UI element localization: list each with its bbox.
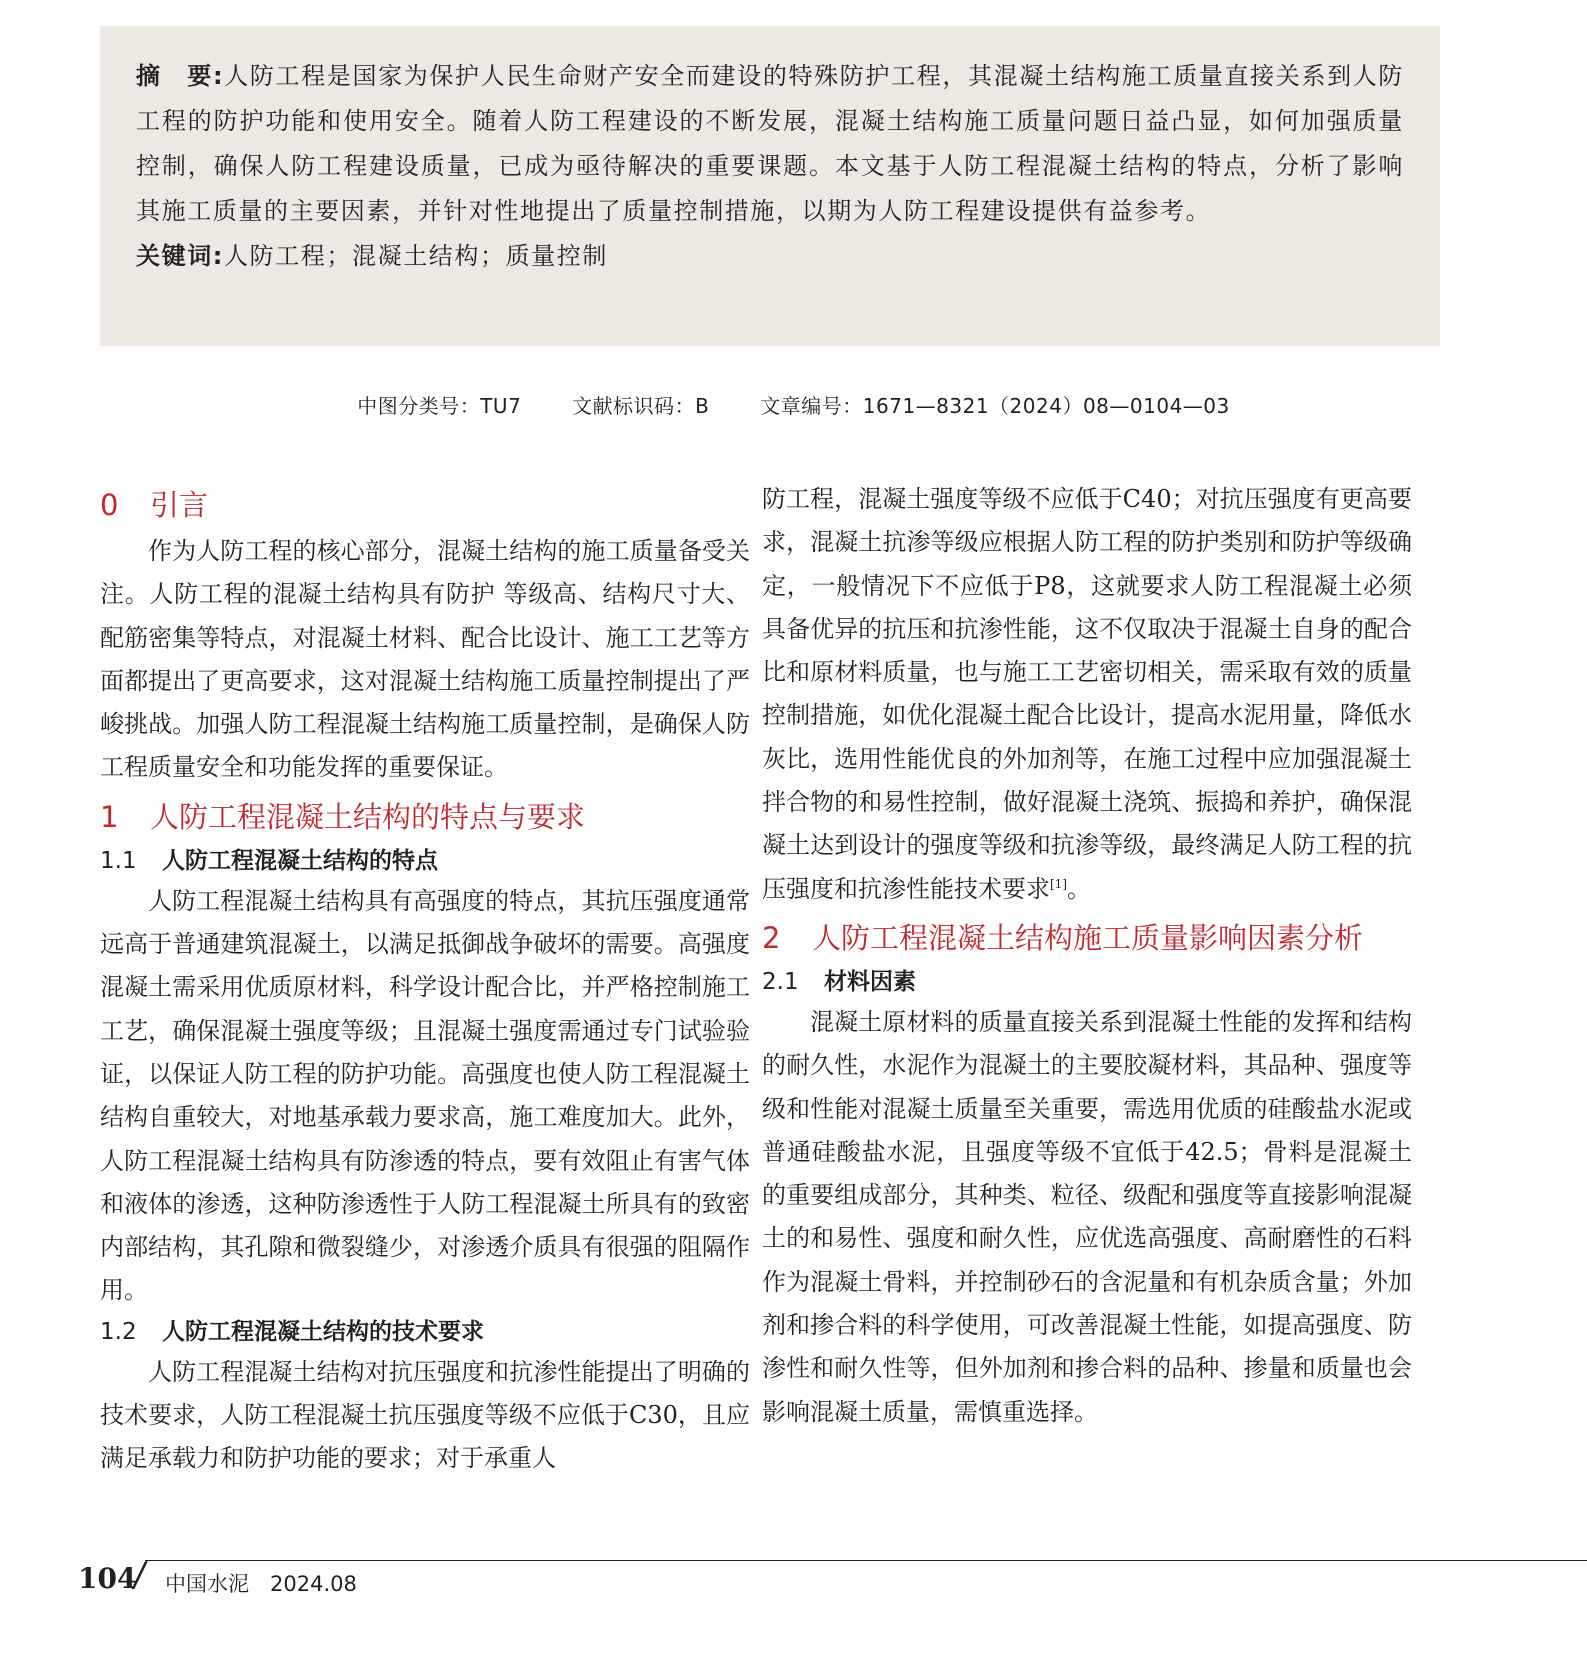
abstract-box [100, 26, 1440, 346]
right-column [762, 478, 1412, 1434]
keywords-label: 关键词: [136, 242, 224, 270]
citation-ref: [1] [1050, 876, 1067, 891]
subsection-heading-2-1: 2.1 材料因素 [762, 968, 916, 995]
page-number: 104 [78, 1562, 137, 1595]
clc-number: 中图分类号：TU7 [357, 394, 522, 418]
subsection-heading-1-1: 1.1 人防工程混凝土结构的特点 [100, 847, 438, 874]
classification-line [0, 390, 1587, 419]
footer-slash: / [130, 1555, 149, 1595]
abstract-label: 摘 要: [136, 62, 225, 90]
intro-paragraph: 作为人防工程的核心部分，混凝土结构的施工质量备受关注。人防工程的混凝土结构具有防护 等级高、结构尺寸大、配筋密集等特点，对混凝土材料、配合比设计、施工工艺等方面都提出了更高要求，这对混凝土结构施工质量控制提出了严峻挑战。加强人防工程混凝土结构施工质量控制，是确保人防工程质量安全和功能发挥的重要保证。 [100, 537, 750, 782]
abstract-paragraph [136, 54, 1404, 234]
section-heading-0: 0 引言 [100, 488, 209, 522]
left-column [100, 478, 750, 1481]
paragraph-1-2-part1: 人防工程混凝土结构对抗压强度和抗渗性能提出了明确的技术要求，人防工程混凝土抗压强度等级不应低于C30，且应满足承载力和防护功能的要求；对于承重人 [100, 1357, 750, 1473]
document-code: 文献标识码：B [572, 394, 710, 418]
subsection-heading-1-2: 1.2 人防工程混凝土结构的技术要求 [100, 1318, 484, 1345]
article-number: 文章编号：1671—8321（2024）08—0104—03 [760, 394, 1230, 418]
paragraph-2-1: 混凝土原材料的质量直接关系到混凝土性能的发挥和结构的耐久性，水泥作为混凝土的主要胶凝材料，其品种、强度等级和性能对混凝土质量至关重要，需选用优质的硅酸盐水泥或普通硅酸盐水泥，且强度等级不宜低于42.5；骨料是混凝土的重要组成部分，其种类、粒径、级配和强度等直接影响混凝土的和易性、强度和耐久性，应优选高强度、高耐磨性的石料作为混凝土骨料，并控制砂石的含泥量和有机杂质含量；外加剂和掺合料的科学使用，可改善混凝土性能，如提高强度、防渗性和耐久性等，但外加剂和掺合料的品种、掺量和质量也会影响混凝土质量，需慎重选择。 [762, 1007, 1412, 1426]
section-heading-1: 1 人防工程混凝土结构的特点与要求 [100, 799, 586, 834]
paragraph-1-1: 人防工程混凝土结构具有高强度的特点，其抗压强度通常远高于普通建筑混凝土，以满足抵御战争破坏的需要。高强度混凝土需采用优质原材料，科学设计配合比，并严格控制施工工艺，确保混凝土强度等级；且混凝土强度需通过专门试验验证，以保证人防工程的防护功能。高强度也使人防工程混凝土结构自重较大，对地基承载力要求高，施工难度加大。此外，人防工程混凝土结构具有防渗透的特点，要有效阻止有害气体和液体的渗透，这种防渗透性于人防工程混凝土所具有的致密内部结构，其孔隙和微裂缝少，对渗透介质具有很强的阻隔作用。 [100, 886, 750, 1305]
paragraph-1-2-part2: 防工程，混凝土强度等级不应低于C40；对抗压强度有更高要求，混凝土抗渗等级应根据人防工程的防护类别和防护等级确定，一般情况下不应低于P8，这就要求人防工程混凝土必须具备优异的抗压和抗渗性能，这不仅取决于混凝土自身的配合比和原材料质量，也与施工工艺密切相关，需采取有效的质量控制措施，如优化混凝土配合比设计，提高水泥用量，降低水灰比，选用性能优良的外加剂等，在施工过程中应加强混凝土拌合物的和易性控制，做好混凝土浇筑、振捣和养护，确保混凝土达到设计的强度等级和抗渗等级，最终满足人防工程的抗压强度和抗渗性能技术要求[1]。 [762, 485, 1412, 903]
footer-rule [145, 1560, 1587, 1561]
abstract-text: 人防工程是国家为保护人民生命财产安全而建设的特殊防护工程，其混凝土结构施工质量直接关系到人防工程的防护功能和使用安全。随着人防工程建设的不断发展，混凝土结构施工质量问题日益凸显，如何加强质量控制，确保人防工程建设质量，已成为亟待解决的重要课题。本文基于人防工程混凝土结构的特点，分析了影响其施工质量的主要因素，并针对性地提出了质量控制措施，以期为人防工程建设提供有益参考。 [136, 62, 1404, 225]
journal-name: 中国水泥 2024.08 [165, 1572, 357, 1596]
keywords-text: 人防工程；混凝土结构；质量控制 [224, 242, 608, 270]
section-heading-2: 2 人防工程混凝土结构施工质量影响因素分析 [762, 920, 1364, 955]
keywords-line [136, 234, 1404, 279]
